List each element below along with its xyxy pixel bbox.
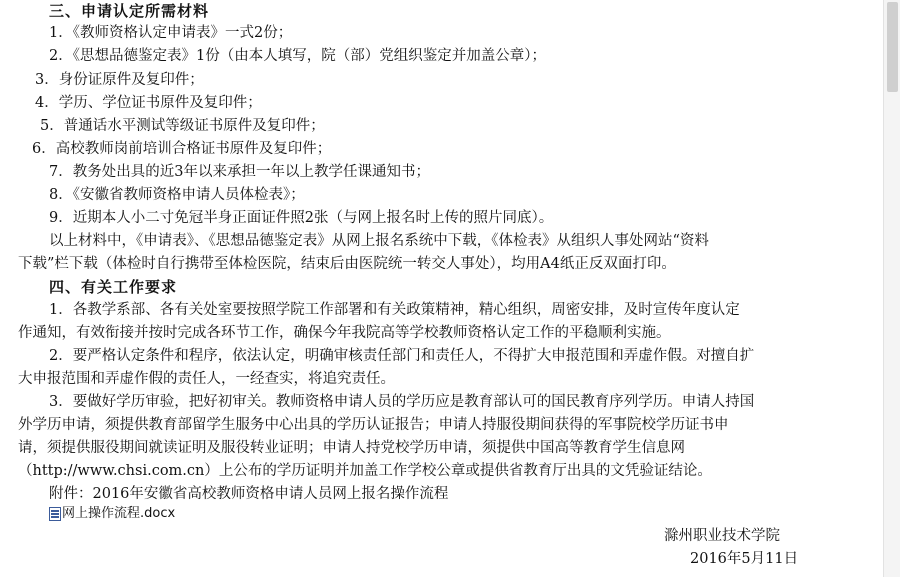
list-item-material-2: 2．《思想品德鉴定表》1份（由本人填写，院（部）党组织鉴定并加盖公章）；	[49, 48, 546, 64]
attachment-link[interactable]: 网上操作流程.docx	[62, 506, 176, 521]
list-item-material-9: 9．近期本人小二寸免冠半身正面证件照2张（与网上报名时上传的照片同底）。	[49, 210, 554, 226]
section-heading-materials: 三、申请认定所需材料	[49, 2, 210, 20]
list-item-material-3: 3．身份证原件及复印件；	[35, 72, 204, 88]
attachment-label: 附件：2016年安徽省高校教师资格申请人员网上报名操作流程	[49, 486, 449, 502]
requirement-line-6: 外学历申请，须提供教育部留学生服务中心出具的学历认证报告；申请人持服役期间获得的军事院校学历证书申	[18, 417, 729, 433]
list-item-material-8: 8．《安徽省教师资格申请人员体检表》；	[49, 187, 305, 203]
section-heading-requirements: 四、有关工作要求	[49, 278, 178, 296]
signature-date: 2016年5月11日	[690, 551, 799, 567]
scrollbar-thumb[interactable]	[887, 2, 898, 92]
requirement-line-1: 1．各教学系部、各有关处室要按照学院工作部署和有关政策精神，精心组织，周密安排，及时宣传年度认定	[49, 302, 740, 318]
requirement-line-7: 请，须提供服役期间就读证明及服役转业证明；申请人持党校学历申请，须提供中国高等教育学生信息网	[18, 440, 685, 456]
list-item-material-6: 6．高校教师岗前培训合格证书原件及复印件；	[32, 141, 332, 157]
requirement-line-5: 3．要做好学历审验，把好初审关。教师资格申请人员的学历应是教育部认可的国民教育序列学历。申请人持国	[49, 394, 755, 410]
requirement-line-4: 大申报范围和弄虚作假的责任人，一经查实，将追究责任。	[18, 371, 395, 387]
vertical-scrollbar[interactable]	[883, 0, 900, 577]
list-item-material-1: 1．《教师资格认定申请表》一式2份；	[49, 25, 293, 41]
requirement-line-3: 2．要严格认定条件和程序，依法认定，明确审核责任部门和责任人，不得扩大申报范围和弄虚作假。对擅自扩	[49, 348, 755, 364]
list-item-material-4: 4．学历、学位证书原件及复印件；	[35, 95, 262, 111]
materials-note-line-2: 下载”栏下载（体检时自行携带至体检医院，结束后由医院统一转交人事处），均用A4纸正反双面打印。	[18, 256, 676, 272]
signature-organization: 滁州职业技术学院	[664, 528, 780, 544]
requirement-line-2: 作通知，有效衔接并按时完成各环节工作，确保今年我院高等学校教师资格认定工作的平稳顺利实施。	[18, 325, 671, 341]
word-document-icon	[49, 507, 61, 521]
list-item-material-7: 7．教务处出具的近3年以来承担一年以上教学任课通知书；	[49, 164, 430, 180]
requirement-line-8: （http://www.chsi.com.cn）上公布的学历证明并加盖工作学校公章或提供省教育厅出具的文凭验证结论。	[18, 463, 712, 479]
materials-note-line-1: 以上材料中，《申请表》、《思想品德鉴定表》从网上报名系统中下载，《体检表》从组织人事处网站“资料	[49, 233, 709, 249]
list-item-material-5: 5．普通话水平测试等级证书原件及复印件；	[40, 118, 325, 134]
